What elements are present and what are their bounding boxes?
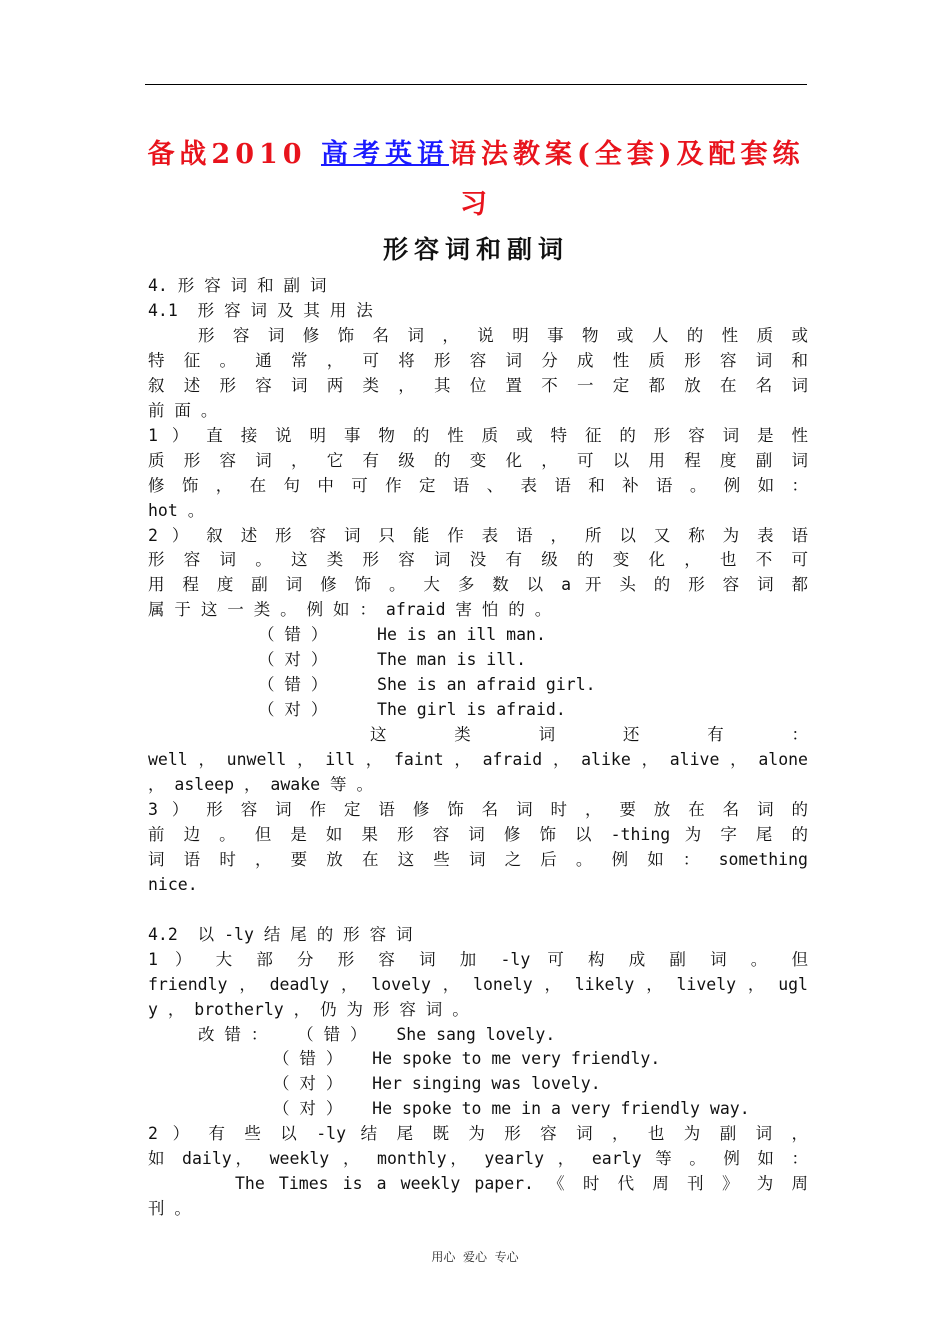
title-link[interactable]: 高考英语: [320, 139, 449, 170]
text-line: [148, 897, 808, 922]
title-text-part2: 语法教案(全套)及配套练: [448, 139, 805, 170]
page-footer: 用心 爱心 专心: [431, 1250, 519, 1264]
text-line: nice.: [148, 874, 198, 894]
text-line: 如 daily， weekly ， monthly， yearly ， early 等 。 例 如 ：: [148, 1149, 808, 1169]
text-line: 这 类 词 还 有 ：: [370, 725, 808, 745]
document-title: [145, 132, 807, 171]
text-line: 2 ） 有 些 以 -ly 结 尾 既 为 形 容 词 ， 也 为 副 词 ，: [148, 1124, 808, 1144]
text-line: well ， unwell ， ill ， faint ， afraid ， alike ， alive ， alone: [148, 750, 808, 770]
text-line: （ 错 ） He spoke to me very friendly.: [273, 1049, 661, 1069]
text-line: 1 ） 直 接 说 明 事 物 的 性 质 或 特 征 的 形 容 词 是 性: [148, 425, 808, 445]
text-line: 3 ） 形 容 词 作 定 语 修 饰 名 词 时 ， 要 放 在 名 词 的: [148, 799, 808, 819]
text-line: 2 ） 叙 述 形 容 词 只 能 作 表 语 ， 所 以 又 称 为 表 语: [148, 525, 808, 545]
text-line: （ 对 ） The man is ill.: [258, 650, 527, 670]
text-line: （ 对 ） He spoke to me in a very friendly way.: [273, 1099, 750, 1119]
document-title-line2: 习: [460, 189, 492, 220]
text-line: 修 饰 ， 在 句 中 可 作 定 语 、 表 语 和 补 语 。 例 如 ：: [148, 475, 808, 495]
section-heading: 形容词和副词: [382, 235, 569, 264]
text-line: The Times is a weekly paper. 《 时 代 周 刊 》 为 周: [235, 1174, 808, 1194]
text-line: （ 错 ） He is an ill man.: [258, 625, 546, 645]
text-line: y ， brotherly ， 仍 为 形 容 词 。: [148, 999, 469, 1019]
text-line: 4.1 形 容 词 及 其 用 法: [148, 300, 373, 320]
text-line: 4.2 以 -ly 结 尾 的 形 容 词: [148, 924, 413, 944]
title-text-part1: 备战2010: [147, 139, 321, 170]
text-line: 用 程 度 副 词 修 饰 。 大 多 数 以 a 开 头 的 形 容 词 都: [148, 575, 808, 595]
text-line: 前 面 。: [148, 400, 218, 420]
text-line: 特 征 。 通 常 ， 可 将 形 容 词 分 成 性 质 形 容 词 和: [148, 350, 808, 370]
text-line: hot 。: [148, 500, 205, 520]
text-line: 叙 述 形 容 词 两 类 ， 其 位 置 不 一 定 都 放 在 名 词: [148, 375, 808, 395]
text-line: 属 于 这 一 类 。 例 如 ： afraid 害 怕 的 。: [148, 600, 552, 620]
text-line: 形 容 词 修 饰 名 词 ， 说 明 事 物 或 人 的 性 质 或: [198, 325, 808, 345]
text-line: 形 容 词 。 这 类 形 容 词 没 有 级 的 变 化 ， 也 不 可: [148, 550, 808, 570]
text-line: 1 ） 大 部 分 形 容 词 加 -ly 可 构 成 副 词 。 但: [148, 949, 808, 969]
text-line: 词 语 时 ， 要 放 在 这 些 词 之 后 。 例 如 ： something: [148, 849, 808, 869]
text-line: （ 对 ） Her singing was lovely.: [273, 1074, 601, 1094]
text-line: 质 形 容 词 ， 它 有 级 的 变 化 ， 可 以 用 程 度 副 词: [148, 450, 808, 470]
header-rule: [145, 84, 807, 85]
text-line: ， asleep ， awake 等 。: [148, 775, 373, 794]
text-line: 前 边 。 但 是 如 果 形 容 词 修 饰 以 -thing 为 字 尾 的: [148, 824, 808, 844]
text-line: 4. 形 容 词 和 副 词: [148, 276, 327, 295]
text-line: friendly ， deadly ， lovely ， lonely ， likely ， lively ， ugl: [148, 974, 808, 994]
text-line: （ 错 ） She is an afraid girl.: [258, 675, 596, 695]
text-line: （ 对 ） The girl is afraid.: [258, 700, 566, 720]
text-line: 刊 。: [148, 1199, 191, 1219]
text-line: 改 错 ： （ 错 ） She sang lovely.: [198, 1024, 556, 1044]
